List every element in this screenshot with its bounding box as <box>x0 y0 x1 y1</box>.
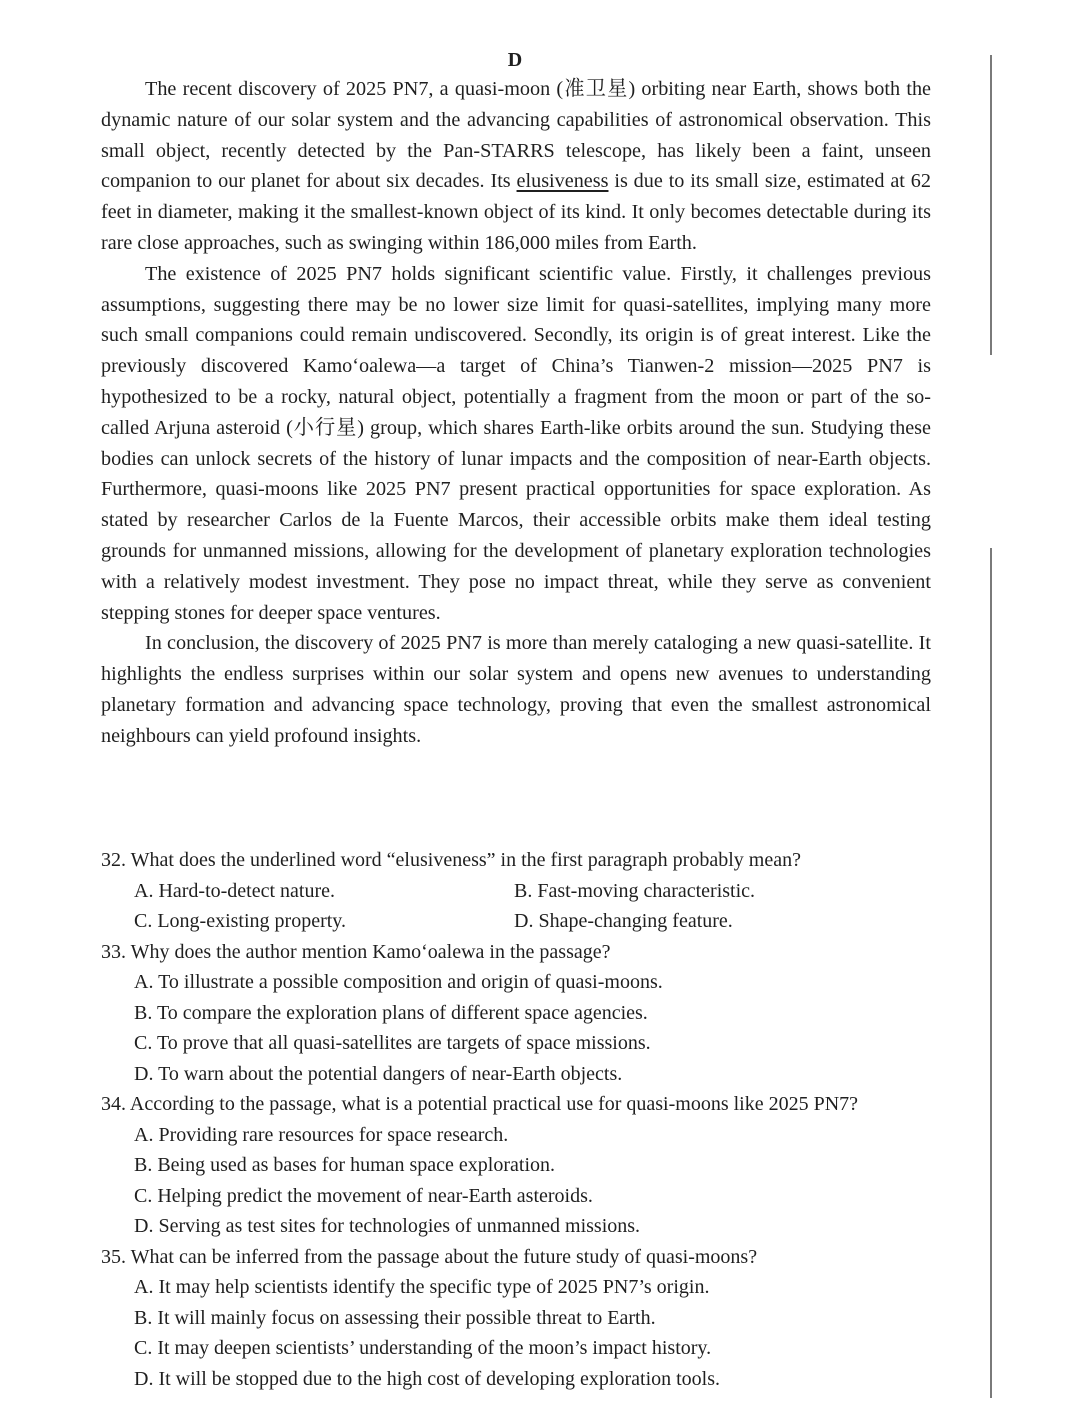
option-d: D. To warn about the potential dangers of near-Earth objects. <box>134 1062 623 1085</box>
option-b: B. Being used as bases for human space exploration. <box>134 1154 556 1176</box>
option-a: A. Hard-to-detect nature. <box>134 879 336 902</box>
option-a: A. Providing rare resources for space research. <box>134 1123 509 1146</box>
option-b: B. Fast-moving characteristic. <box>514 879 756 902</box>
question-stem: 35. What can be inferred from the passage about the future study of quasi-moons? <box>101 1245 758 1268</box>
paragraph-1 <box>101 74 931 259</box>
question-stem: 32. What does the underlined word “elusiveness” in the first paragraph probably mean? <box>101 849 801 871</box>
option-c: C. To prove that all quasi-satellites are targets of space missions. <box>134 1032 651 1054</box>
passage-body <box>101 74 931 752</box>
paragraph-1-text-a: The recent discovery of 2025 PN7, a quasi-moon (准卫星) orbiting near Earth, shows both the dynamic nature of our solar system and the advancing capabilities of astronomical observation. This small object, recently detected by the Pan-STARRS telescope, has likely been a faint, unseen companion to our planet for about six decades. Its <box>101 78 931 193</box>
paragraph-1-text-b: is due to its small size, estimated at 62 feet in diameter, making it the smallest-known object of its kind. It only becomes detectable during its rare close approaches, such as swinging within 186,000 miles from Earth. <box>101 170 931 254</box>
passage-heading: D <box>507 49 523 71</box>
question-33 <box>101 937 961 1090</box>
question-stem: 34. According to the passage, what is a potential practical use for quasi-moons like 2025 PN7? <box>101 1093 859 1115</box>
option-d: D. Shape-changing feature. <box>514 910 733 932</box>
question-32 <box>101 845 961 937</box>
option-a: A. It may help scientists identify the specific type of 2025 PN7’s origin. <box>134 1276 710 1298</box>
option-d: D. It will be stopped due to the high cost of developing exploration tools. <box>134 1367 721 1390</box>
question-list <box>101 845 961 1394</box>
option-a: A. To illustrate a possible composition and origin of quasi-moons. <box>134 971 663 993</box>
margin-rule-top <box>990 55 992 355</box>
question-34 <box>101 1089 961 1242</box>
underlined-word: elusiveness <box>516 170 609 193</box>
option-c: C. Helping predict the movement of near-Earth asteroids. <box>134 1184 593 1207</box>
question-stem: 33. Why does the author mention Kamo‘oalewa in the passage? <box>101 940 611 963</box>
option-b: B. It will mainly focus on assessing their possible threat to Earth. <box>134 1306 656 1329</box>
question-35 <box>101 1242 961 1395</box>
paragraph-2: The existence of 2025 PN7 holds significant scientific value. Firstly, it challenges previous assumptions, suggesting there may be no lower size limit for quasi-satellites, implying many more such small companions could remain undiscovered. Secondly, its origin is of great interest. Like the previously discovered Kamo‘oalewa—a target of China’s Tianwen-2 mission—2025 PN7 is hypothesized to be a rocky, natural object, potentially a fragment from the moon or part of the so-called Arjuna asteroid (小行星) group, which shares Earth-like orbits around the sun. Studying these bodies can unlock secrets of the history of lunar impacts and the composition of near-Earth objects. Furthermore, quasi-moons like 2025 PN7 present practical opportunities for space exploration. As stated by researcher Carlos de la Fuente Marcos, their accessible orbits make them ideal testing grounds for unmanned missions, allowing for the development of planetary exploration technologies with a relatively modest investment. They pose no impact threat, while they serve as convenient stepping stones for deeper space ventures. <box>101 262 931 624</box>
option-b: B. To compare the exploration plans of different space agencies. <box>134 1001 648 1024</box>
option-c: C. Long-existing property. <box>134 910 347 932</box>
margin-rule-bottom <box>990 548 992 1398</box>
option-grid <box>101 876 961 937</box>
paragraph-3: In conclusion, the discovery of 2025 PN7 is more than merely cataloging a new quasi-satellite. It highlights the endless surprises within our solar system and opens new avenues to understanding planetary formation and advancing space technology, proving that even the smallest astronomical neighbours can yield profound insights. <box>101 632 931 747</box>
option-c: C. It may deepen scientists’ understanding of the moon’s impact history. <box>134 1337 712 1359</box>
option-d: D. Serving as test sites for technologies of unmanned missions. <box>134 1215 641 1237</box>
